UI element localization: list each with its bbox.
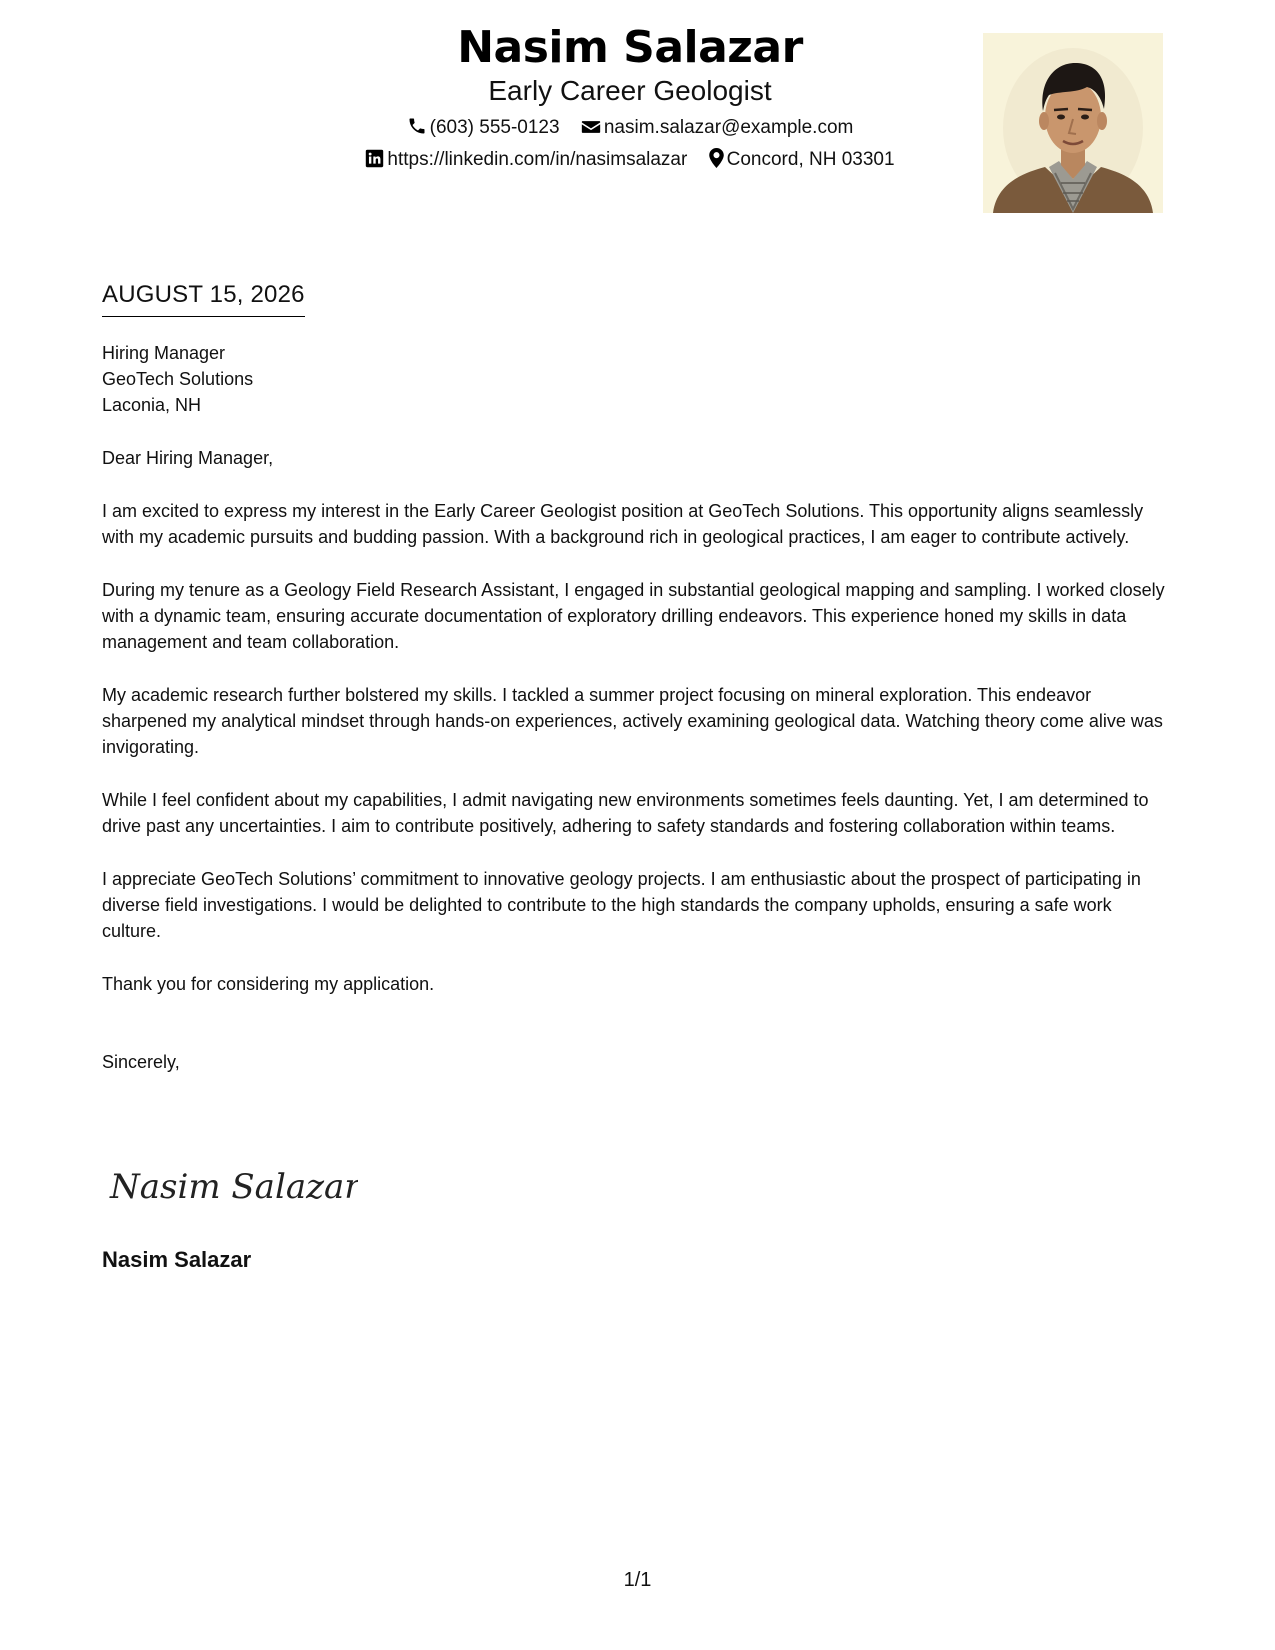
phone-text: (603) 555-0123: [429, 117, 560, 138]
contact-location: [709, 148, 895, 172]
spacer: [102, 550, 1172, 577]
letter-date: AUGUST 15, 2026: [102, 280, 305, 317]
signed-name: Nasim Salazar: [102, 1247, 252, 1272]
map-pin-icon: [709, 148, 724, 168]
spacer: [102, 760, 1172, 787]
location-text: Concord, NH 03301: [726, 149, 895, 170]
contact-line-1: [250, 116, 1010, 140]
spacer: [102, 944, 1172, 971]
contact-linkedin[interactable]: [365, 148, 687, 172]
spacer: [102, 997, 1172, 1049]
envelope-icon: [581, 118, 601, 136]
paragraph-2: During my tenure as a Geology Field Research Assistant, I engaged in substantial geological mapping and sampling. I worked closely with a dynamic team, ensuring accurate documentation of exploratory drilling endeavors. This experience honed my skills in data management and team collaboration.: [102, 580, 1165, 652]
handwritten-signature: [108, 1160, 358, 1210]
header-text-block: [250, 22, 1010, 172]
spacer: [102, 471, 1172, 498]
applicant-name: Nasim Salazar: [457, 22, 803, 73]
linkedin-text: https://linkedin.com/in/nasimsalazar: [387, 149, 688, 170]
recipient-block: [102, 340, 1172, 418]
spacer: [102, 655, 1172, 682]
phone-icon: [407, 116, 427, 136]
paragraph-3: My academic research further bolstered my skills. I tackled a summer project focusing on mineral exploration. This endeavor sharpened my analytical mindset through hands-on experiences, actively examining geological data. Watching theory come alive was invigorating.: [102, 685, 1163, 757]
paragraph-1: I am excited to express my interest in the Early Career Geologist position at GeoTech Solutions. This opportunity aligns seamlessly with my academic pursuits and budding passion. With a background rich in geological practices, I am eager to contribute actively.: [102, 501, 1144, 547]
signature-image: [108, 1160, 358, 1210]
paragraph-6: Thank you for considering my application.: [102, 974, 435, 994]
contact-line-2: [250, 148, 1010, 172]
page-number: 1/1: [623, 1569, 652, 1591]
salutation: Dear Hiring Manager,: [102, 448, 274, 468]
recipient-line-2: GeoTech Solutions: [102, 369, 254, 389]
closing: Sincerely,: [102, 1052, 180, 1072]
spacer: [102, 418, 1172, 445]
paragraph-4: While I feel confident about my capabilities, I admit navigating new environments sometimes feels daunting. Yet, I am determined to drive past any uncertainties. I aim to contribute positively, adhering to safety standards and fostering collaboration within teams.: [102, 790, 1149, 836]
contact-email[interactable]: [581, 116, 854, 140]
letter-body: [102, 340, 1172, 1075]
letter-header: [0, 0, 1275, 220]
recipient-line-3: Laconia, NH: [102, 395, 202, 415]
applicant-title: Early Career Geologist: [488, 75, 772, 106]
profile-photo: [983, 33, 1163, 213]
recipient-line-1: Hiring Manager: [102, 343, 226, 363]
signature-text: Nasim Salazar: [110, 1167, 358, 1207]
paragraph-5: I appreciate GeoTech Solutions’ commitment to innovative geology projects. I am enthusiastic about the prospect of participating in diverse field investigations. I would be delighted to contribute to the high standards the company upholds, ensuring a safe work culture.: [102, 869, 1141, 941]
email-text: nasim.salazar@example.com: [603, 117, 854, 138]
linkedin-icon: [365, 149, 384, 168]
contact-phone[interactable]: [407, 116, 560, 140]
portrait-image: [983, 33, 1163, 213]
spacer: [102, 839, 1172, 866]
